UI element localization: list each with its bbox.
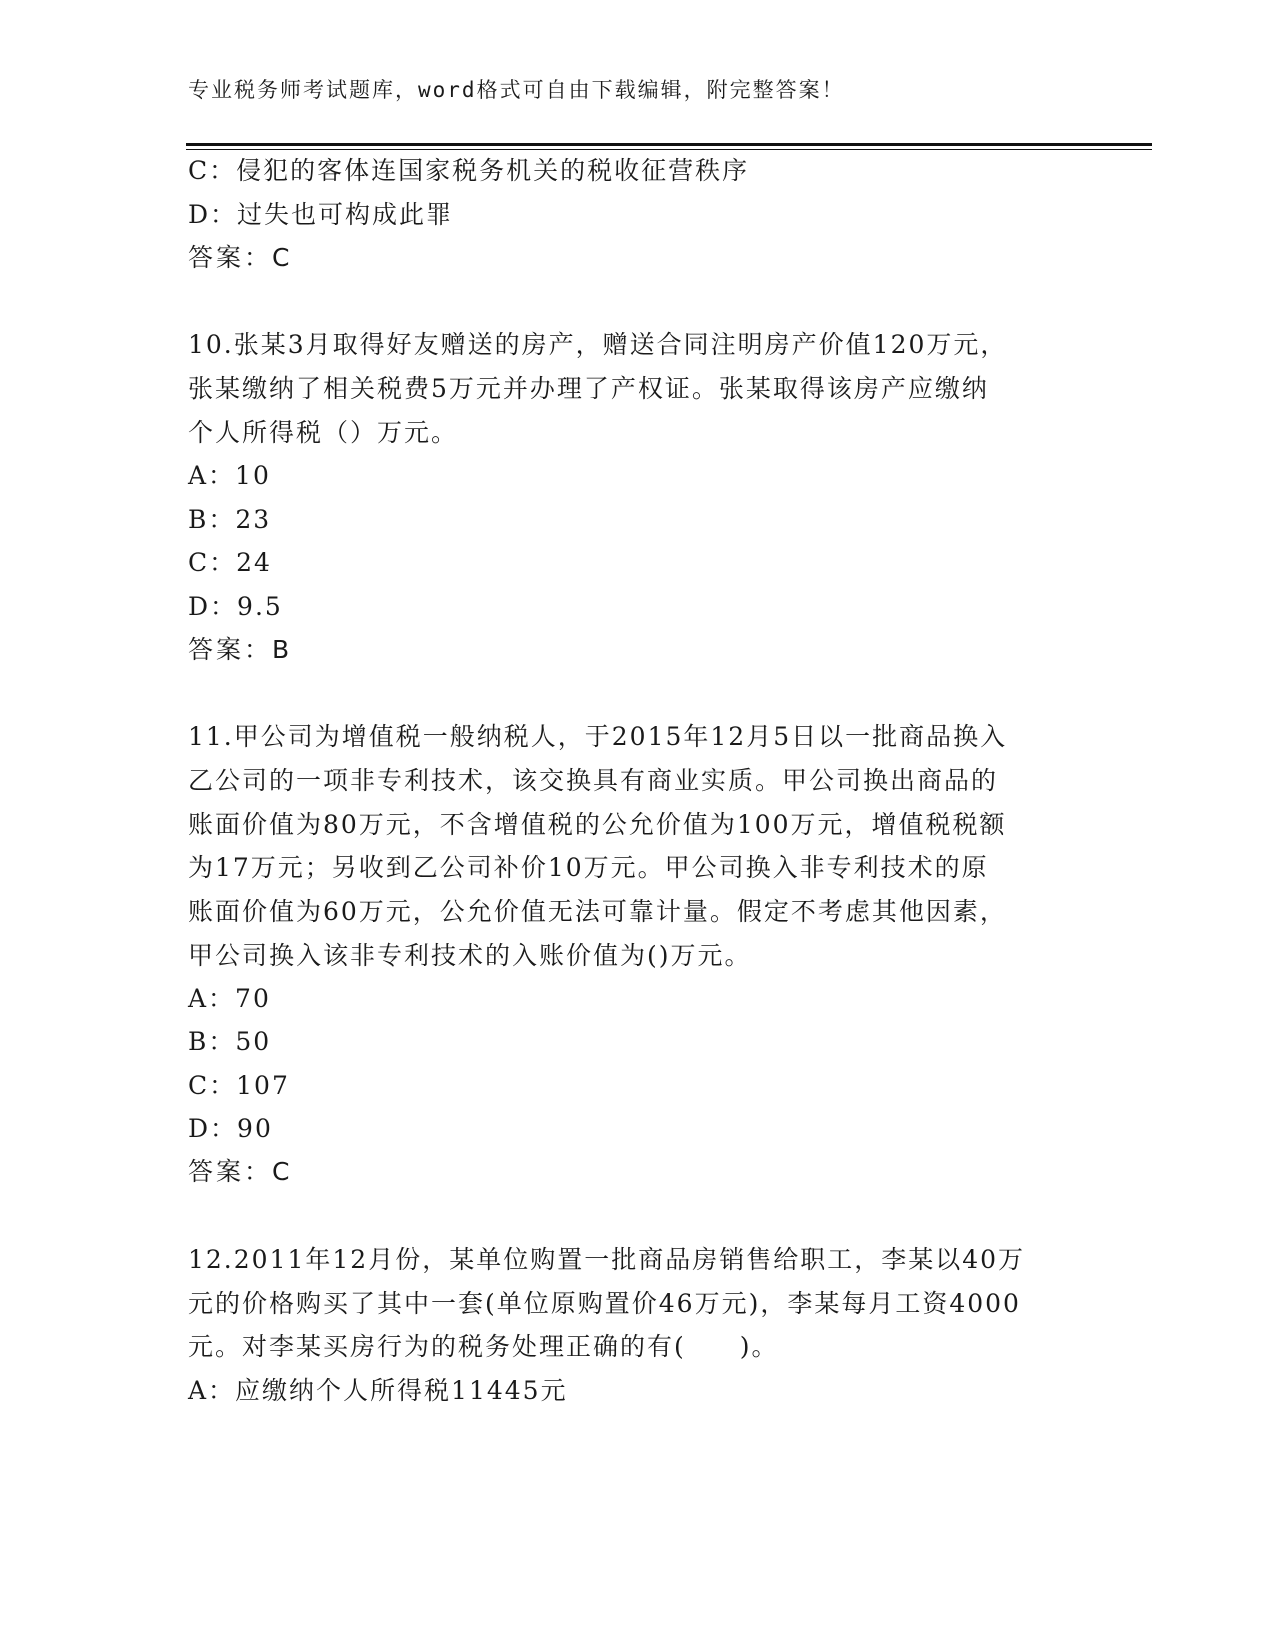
question-12-line-1: 12.2011年12月份，某单位购置一批商品房销售给职工，李某以40万	[188, 1245, 1026, 1274]
answer: 答案：C	[188, 243, 293, 272]
question-11-line-1: 11.甲公司为增值税一般纳税人，于2015年12月5日以一批商品换入	[188, 722, 1008, 751]
question-11-line-6: 甲公司换入该非专利技术的入账价值为()万元。	[188, 941, 752, 970]
question-11-option-a: A：70	[188, 984, 271, 1013]
question-11-answer: 答案：C	[188, 1157, 293, 1186]
question-11-option-d: D：90	[188, 1114, 273, 1143]
question-10-option-b: B：23	[188, 505, 272, 534]
header-rule-thick	[186, 143, 1152, 146]
question-10-line-3: 个人所得税（）万元。	[188, 418, 459, 447]
question-10-option-c: C：24	[188, 548, 272, 577]
question-11-line-5: 账面价值为60万元，公允价值无法可靠计量。假定不考虑其他因素，	[188, 897, 1007, 926]
question-11-line-4: 为17万元；另收到乙公司补价10万元。甲公司换入非专利技术的原	[188, 853, 989, 882]
question-10-line-1: 10.张某3月取得好友赠送的房产，赠送合同注明房产价值120万元，	[188, 330, 1008, 359]
question-12-option-a: A：应缴纳个人所得税11445元	[188, 1376, 568, 1405]
question-11-option-c: C：107	[188, 1071, 290, 1100]
question-12-line-3: 元。对李某买房行为的税务处理正确的有( )。	[188, 1332, 779, 1361]
question-11-option-b: B：50	[188, 1027, 272, 1056]
question-11-line-3: 账面价值为80万元，不含增值税的公允价值为100万元，增值税税额	[188, 810, 1007, 839]
header-rule-thin	[186, 149, 1152, 150]
question-10-line-2: 张某缴纳了相关税费5万元并办理了产权证。张某取得该房产应缴纳	[188, 374, 989, 403]
option-c: C：侵犯的客体连国家税务机关的税收征营秩序	[188, 156, 750, 185]
question-10-option-d: D：9.5	[188, 592, 283, 621]
question-10-option-a: A：10	[188, 461, 271, 490]
question-12-line-2: 元的价格购买了其中一套(单位原购置价46万元)，李某每月工资4000	[188, 1289, 1021, 1318]
page-header: 专业税务师考试题库，word格式可自由下载编辑，附完整答案！	[188, 78, 845, 102]
question-10-answer: 答案：B	[188, 635, 293, 664]
question-11-line-2: 乙公司的一项非专利技术，该交换具有商业实质。甲公司换出商品的	[188, 766, 999, 795]
option-d: D：过失也可构成此罪	[188, 200, 454, 229]
